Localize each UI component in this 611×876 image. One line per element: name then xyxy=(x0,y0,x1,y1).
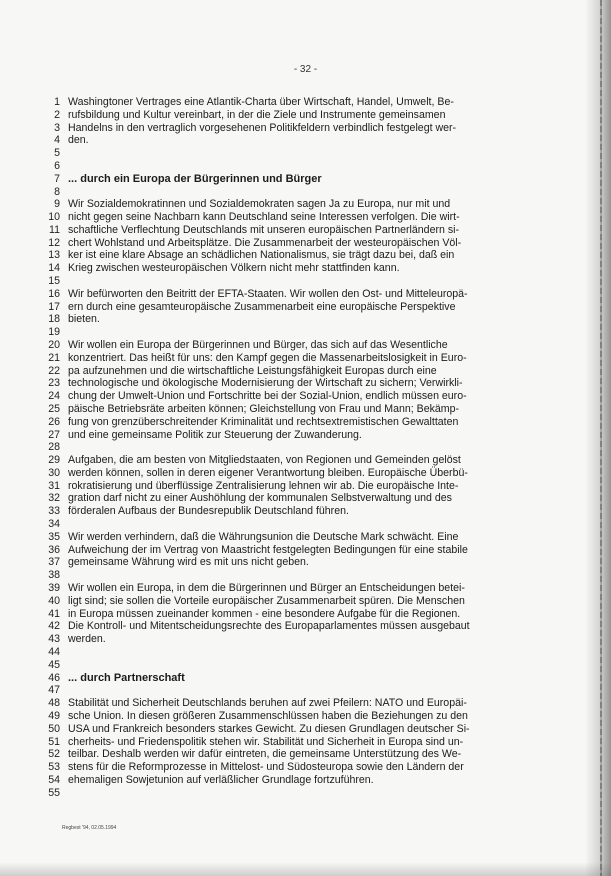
line-number: 8 xyxy=(54,185,60,198)
line-text: chert Wohlstand und Arbeitsplätze. Die Zusammenarbeit der westeuropäischen Völ- xyxy=(68,236,462,249)
line-text: in Europa müssen zueinander kommen - eine besondere Aufgabe für die Regionen. xyxy=(68,607,461,620)
line-text: Stabilität und Sicherheit Deutschlands beruhen auf zwei Pfeilern: NATO und Europäi- xyxy=(68,697,467,710)
line-number: 51 xyxy=(48,735,60,748)
line-text: Washingtoner Vertrages eine Atlantik-Charta über Wirtschaft, Handel, Umwelt, Be- xyxy=(68,96,454,108)
line-text: Wir wollen ein Europa, in dem die Bürgerinnen und Bürger an Entscheidungen betei- xyxy=(68,582,465,595)
line-text: päische Betriebsräte arbeiten können; Gleichstellung von Frau und Mann; Bekämp- xyxy=(68,402,460,415)
line-number: 7 xyxy=(54,172,60,185)
section-heading: ... durch ein Europa der Bürgerinnen und Bürger xyxy=(68,172,322,185)
line-text: den. xyxy=(68,134,89,147)
line-text: konzentriert. Das heißt für uns: den Kampf gegen die Massenarbeitslosigkeit in Euro- xyxy=(68,351,467,364)
line-number: 15 xyxy=(48,275,60,288)
line-text: Krieg zwischen westeuropäischen Völkern nicht mehr stattfinden kann. xyxy=(68,262,400,275)
line-number: 34 xyxy=(48,518,60,531)
footer-note: Regbest '94, 02.05.1994 xyxy=(62,825,117,831)
line-number: 54 xyxy=(48,773,60,786)
line-number: 10 xyxy=(48,211,60,224)
line-number: 13 xyxy=(48,249,60,262)
line-number: 45 xyxy=(48,658,60,671)
line-number: 46 xyxy=(48,671,60,684)
line-number: 25 xyxy=(48,402,60,415)
line-text: Wir wollen ein Europa der Bürgerinnen und Bürger, das sich auf das Wesentliche xyxy=(68,339,448,351)
line-number: 12 xyxy=(48,236,60,249)
line-number: 20 xyxy=(48,339,60,351)
line-number: 37 xyxy=(48,556,60,569)
line-text: werden. xyxy=(68,633,106,646)
line-number: 2 xyxy=(54,108,60,121)
line-text: und eine gemeinsame Politik zur Steuerung der Zuwanderung. xyxy=(68,428,362,441)
line-text: pa aufzunehmen und die wirtschaftliche Leistungsfähigkeit Europas durch eine xyxy=(68,364,437,377)
line-text: fung von grenzüberschreitender Kriminalität und rechtsextremistischen Gewalttaten xyxy=(68,415,459,428)
line-number: 26 xyxy=(48,415,60,428)
line-number: 55 xyxy=(48,786,60,799)
line-text: rufsbildung und Kultur vereinbart, in der die Ziele und Instrumente gemeinsamen xyxy=(68,108,446,121)
line-number: 32 xyxy=(48,492,60,505)
line-text: USA und Frankreich besonders starkes Gewicht. Zu diesen Grundlagen deutscher Si- xyxy=(68,722,470,735)
line-text: werden können, sollen in deren eigener Verantwortung bleiben. Europäische Überbü- xyxy=(68,466,468,479)
line-number: 49 xyxy=(48,709,60,722)
line-text: chung der Umwelt-Union und Fortschritte bei der Sozial-Union, endlich müssen euro- xyxy=(68,390,467,403)
page-number: - 32 - xyxy=(293,64,318,75)
line-number: 52 xyxy=(48,748,60,761)
line-number: 50 xyxy=(48,722,60,735)
line-number: 39 xyxy=(48,582,60,595)
line-number: 22 xyxy=(48,364,60,377)
line-number: 1 xyxy=(54,96,60,108)
line-number: 16 xyxy=(48,287,60,300)
line-text: ern durch eine gesamteuropäische Zusammenarbeit eine europäische Perspektive xyxy=(68,300,456,313)
line-text: stens für die Reformprozesse in Mittelost- und Südosteuropa sowie den Ländern der xyxy=(68,761,464,774)
line-text: Wir befürworten den Beitritt der EFTA-Staaten. Wir wollen den Ost- und Mitteleuropä- xyxy=(68,287,468,300)
line-text: Aufgaben, die am besten von Mitgliedstaaten, von Regionen und Gemeinden gelöst xyxy=(68,454,461,467)
line-number: 23 xyxy=(48,377,60,390)
line-number: 14 xyxy=(48,262,60,275)
line-number: 42 xyxy=(48,620,60,633)
line-text: nicht gegen seine Nachbarn kann Deutschland seine Interessen verfolgen. Die wirt- xyxy=(68,211,460,224)
line-number: 11 xyxy=(49,223,60,236)
line-text: förderalen Aufbaus der Bundesrepublik Deutschland führen. xyxy=(68,505,349,518)
line-text: ehemaligen Sowjetunion auf verläßlicher Grundlage fortzuführen. xyxy=(68,773,374,786)
line-number: 29 xyxy=(48,454,60,467)
line-number: 30 xyxy=(48,466,60,479)
line-text: rokratisierung und überflüssige Zentralisierung lehnen wir ab. Die europäische Inte- xyxy=(68,479,459,492)
line-number: 18 xyxy=(48,313,60,326)
line-number: 44 xyxy=(48,645,60,658)
line-number: 47 xyxy=(48,684,60,697)
line-number: 43 xyxy=(48,633,60,646)
line-text: gemeinsame Währung wird es mit uns nicht geben. xyxy=(68,556,309,569)
line-text: bieten. xyxy=(68,313,100,326)
line-text: Die Kontroll- und Mitentscheidungsrechte des Europaparlamentes müssen ausgebaut xyxy=(68,620,470,633)
line-number: 40 xyxy=(48,594,60,607)
line-number: 17 xyxy=(48,300,60,313)
line-number: 41 xyxy=(48,607,60,620)
section-heading: ... durch Partnerschaft xyxy=(68,671,185,684)
line-text: cherheits- und Friedenspolitik stehen wir. Stabilität und Sicherheit in Europa sind un- xyxy=(68,735,464,748)
line-number: 4 xyxy=(54,134,60,147)
line-number: 36 xyxy=(48,543,60,556)
line-number: 48 xyxy=(48,697,60,710)
line-number: 24 xyxy=(48,390,60,403)
line-text: sche Union. In diesen größeren Zusammenschlüssen haben die Beziehungen zu den xyxy=(68,709,468,722)
scan-bottom-shade xyxy=(0,862,611,876)
line-text: ker ist eine klare Absage an schädlichen Nationalismus, sie trägt dazu bei, daß ein xyxy=(68,249,455,262)
line-text: teilbar. Deshalb werden wir dafür eintreten, die gemeinsame Unterstützung des We- xyxy=(68,748,462,761)
line-text: technologische und ökologische Modernisierung der Wirtschaft zu sichern; Verwirkli- xyxy=(68,377,463,390)
line-number: 9 xyxy=(54,198,60,211)
line-number: 28 xyxy=(48,441,60,454)
line-number: 33 xyxy=(48,505,60,518)
line-number: 35 xyxy=(48,530,60,543)
line-number: 21 xyxy=(48,351,60,364)
line-number: 27 xyxy=(48,428,60,441)
line-text: Wir Sozialdemokratinnen und Sozialdemokraten sagen Ja zu Europa, nur mit und xyxy=(68,198,451,211)
line-text: gration darf nicht zu einer Aushöhlung der kommunalen Selbstverwaltung und des xyxy=(68,492,452,505)
line-number: 38 xyxy=(48,569,60,582)
line-text: Aufweichung der im Vertrag von Maastricht festgelegten Bedingungen für eine stabile xyxy=(68,543,468,556)
line-number: 5 xyxy=(54,147,60,160)
line-number: 6 xyxy=(54,159,60,172)
line-text: schaftliche Verflechtung Deutschlands mit unseren europäischen Partnerländern si- xyxy=(68,223,460,236)
line-text: Wir werden verhindern, daß die Währungsunion die Deutsche Mark schwächt. Eine xyxy=(68,530,459,543)
scan-edge-line xyxy=(600,0,602,876)
line-number: 53 xyxy=(48,761,60,774)
line-text: ligt sind; sie sollen die Vorteile europäischer Zusammenarbeit spüren. Die Menschen xyxy=(68,594,465,607)
line-number: 19 xyxy=(48,326,60,339)
line-text: Handelns in den vertraglich vorgesehenen Politikfeldern verbindlich festgelegt wer- xyxy=(68,121,457,134)
line-number: 3 xyxy=(54,121,60,134)
scan-edge-shadow xyxy=(585,0,611,876)
line-number: 31 xyxy=(48,479,60,492)
